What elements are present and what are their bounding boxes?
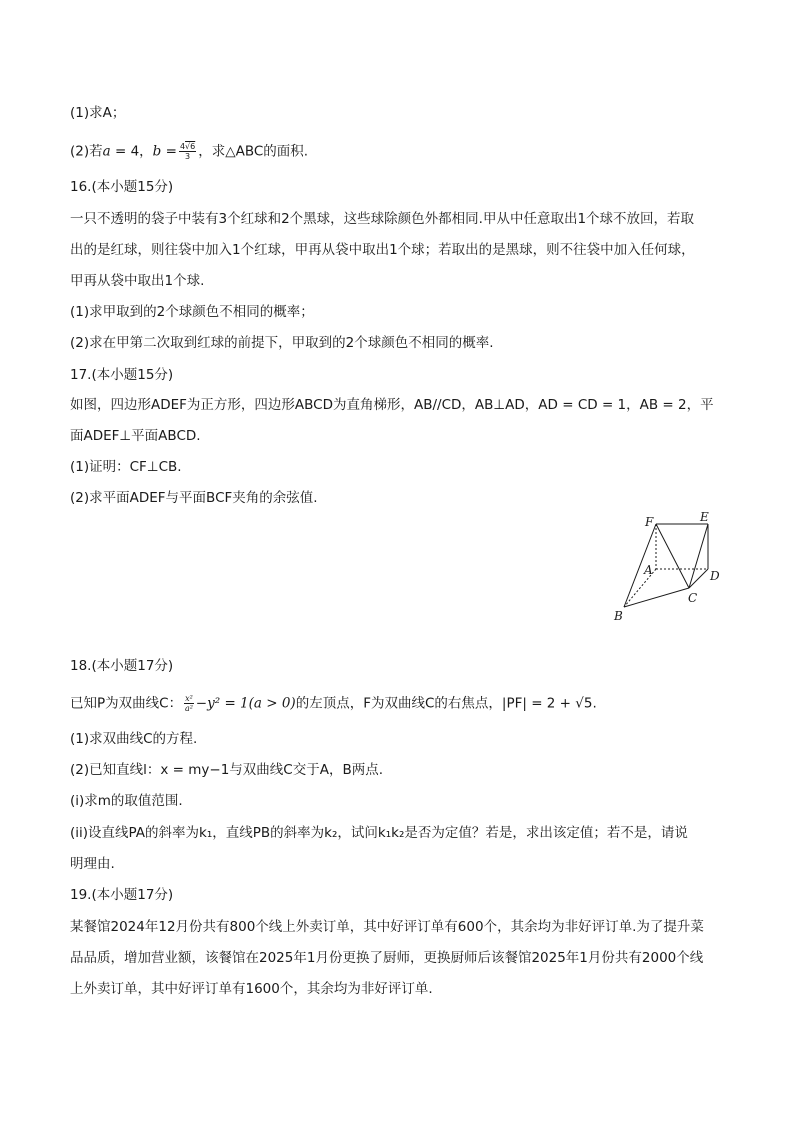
label-f: F bbox=[645, 515, 654, 529]
q19-stem-line-1: 某餐馆2024年12月份共有800个线上外卖订单，其中好评订单有600个，其余均为非好评订单.为了提升菜 bbox=[70, 919, 704, 935]
q18-stem bbox=[70, 694, 597, 713]
label-b: B bbox=[614, 609, 623, 623]
q19-stem-line-2: 品品质，增加营业额，该餐馆在2025年1月份更换了厨师，更换厨师后该餐馆2025年1月份共有2000个线 bbox=[70, 950, 704, 966]
q17-stem-line-2: 面ADEF⊥平面ABCD. bbox=[70, 428, 201, 444]
q16-header: 16.(本小题15分) bbox=[70, 179, 174, 195]
q18-equation: −y² = 1(a > 0) bbox=[195, 695, 296, 712]
edge-fc bbox=[656, 524, 689, 588]
q18-stem-suffix: 的左顶点，F为双曲线C的右焦点，|PF| = 2 + √5. bbox=[295, 695, 597, 712]
q15-math-b: b bbox=[152, 143, 162, 160]
label-c: C bbox=[688, 591, 698, 605]
q18-part1: (1)求双曲线C的方程. bbox=[70, 731, 198, 747]
label-e: E bbox=[700, 510, 709, 524]
q16-stem-line-2: 出的是红球，则往袋中加入1个红球，甲再从袋中取出1个球；若取出的是黑球，则不往袋中加入任何球， bbox=[70, 242, 695, 258]
q19-header: 19.(本小题17分) bbox=[70, 887, 174, 903]
q19-stem-line-3: 上外卖订单，其中好评订单有1600个，其余均为非好评订单. bbox=[70, 981, 433, 997]
q16-part2: (2)求在甲第二次取到红球的前提下，甲取到的2个球颜色不相同的概率. bbox=[70, 335, 494, 351]
q17-part2: (2)求平面ADEF与平面BCF夹角的余弦值. bbox=[70, 490, 318, 506]
q16-part1: (1)求甲取到的2个球颜色不相同的概率； bbox=[70, 304, 314, 320]
q17-part1: (1)证明：CF⊥CB. bbox=[70, 459, 182, 475]
q18-part2: (2)已知直线l：x = my−1与双曲线C交于A，B两点. bbox=[70, 762, 384, 778]
q18-fraction: $\frac{\text{x²}}{\text{a²}}$ bbox=[184, 694, 193, 713]
q16-stem-line-1: 一只不透明的袋子中装有3个红球和2个黑球，这些球除颜色外都相同.甲从中任意取出1个球不放回，若取 bbox=[70, 211, 695, 227]
label-d: D bbox=[710, 569, 720, 583]
q15-part2-suffix: ，求△ABC的面积. bbox=[198, 143, 309, 160]
q17-stem-line-1: 如图，四边形ADEF为正方形，四边形ABCD为直角梯形，AB//CD，AB⊥AD，AD = CD = 1，AB = 2，平 bbox=[70, 397, 714, 413]
q15-math-a: a bbox=[102, 143, 111, 160]
q17-header: 17.(本小题15分) bbox=[70, 367, 174, 383]
q15-part1: (1)求A； bbox=[70, 105, 126, 121]
label-a: A bbox=[644, 563, 653, 577]
edge-cb bbox=[624, 588, 689, 607]
geometry-figure bbox=[606, 508, 730, 624]
q18-stem-prefix: 已知P为双曲线C： bbox=[70, 695, 183, 712]
q15-part2-prefix: (2)若 bbox=[70, 143, 103, 160]
q18-part2-ii-line-1: (ii)设直线PA的斜率为k₁，直线PB的斜率为k₂，试问k₁k₂是否为定值？若是，求出该定值；若不是，请说 bbox=[70, 825, 688, 841]
q15-part2: (2)若a = 4，b = $\frac{4√6}{3}$ ，求△ABC的面积. bbox=[70, 142, 309, 161]
q18-header: 18.(本小题17分) bbox=[70, 658, 174, 674]
q18-part2-ii-line-2: 明理由. bbox=[70, 856, 115, 872]
q15-fraction: $\frac{4√6}{3}$ bbox=[179, 142, 196, 161]
q18-part2-i: (i)求m的取值范围. bbox=[70, 793, 183, 809]
q16-stem-line-3: 甲再从袋中取出1个球. bbox=[70, 273, 205, 289]
